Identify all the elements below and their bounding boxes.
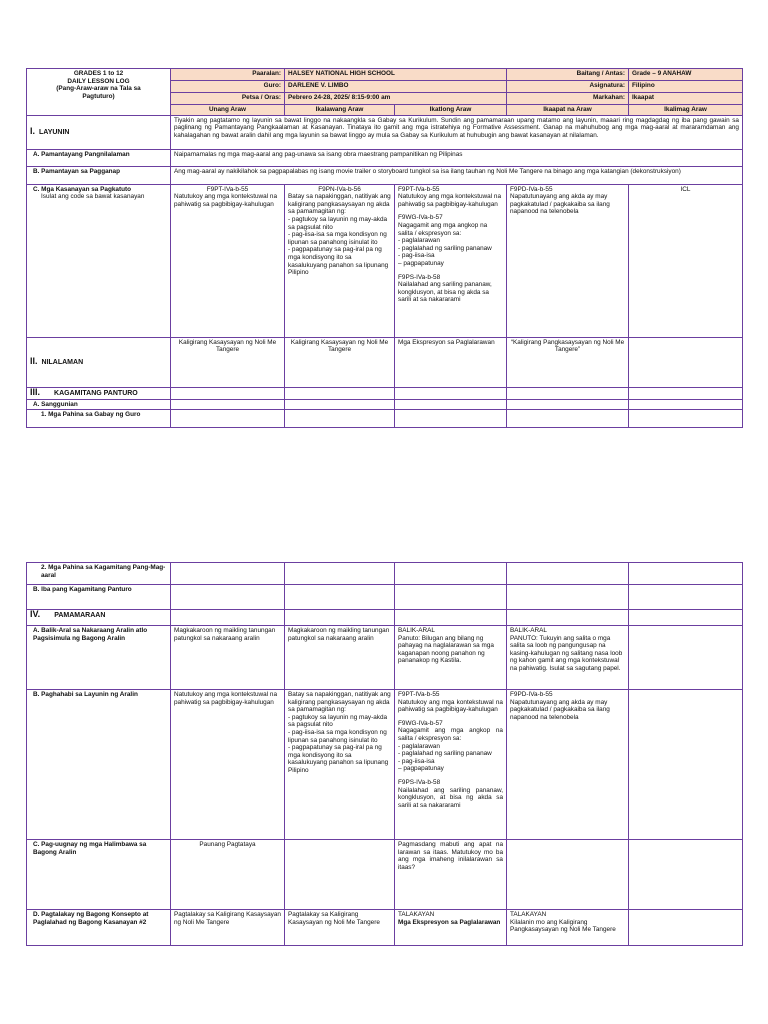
kasanayan-day4-code: F9PD-IVa-b-55 [510, 185, 553, 193]
balik-aral-day4-head: BALIK-ARAL [510, 627, 547, 634]
title-line-2: DAILY LESSON LOG [67, 77, 130, 85]
kasanayan-day3-code3: F9PS-IVa-b-58 [398, 273, 441, 281]
kasanayan-day5: ICL [629, 184, 743, 337]
paaralan-label: Paaralan: [171, 69, 285, 81]
asignatura-value: Filipino [629, 81, 743, 93]
nilalaman-day4: “Kaligirang Pangkasaysayan ng Noli Me Tangere” [507, 337, 629, 387]
nilalaman-day3: Mga Ekspresyon sa Paglalarawan [395, 337, 507, 387]
markahan-value: Ikaapat [629, 93, 743, 105]
balik-aral-day3-head: BALIK-ARAL [398, 627, 435, 634]
kasanayan-day3-text: Natutukoy ang mga kontekstuwal na pahiwatig sa pagbibigay-kahulugan [398, 193, 502, 208]
nilalaman-day1: Kaligirang Kasaysayan ng Noli Me Tangere [171, 337, 285, 387]
day-header-3: Ikatlong Araw [395, 105, 507, 116]
kasanayan-day2-text: Batay sa napakinggan, natitiyak ang kaligirang pangkasaysayan ng akda sa pamamagitan ng: - pagtukoy sa layunin ng may-akda sa pagsulat nito - pag-iisa-isa sa mga kondisyon ng lipunan sa panahong isinulat ito - pagpapatunay sa pag-iral pa ng mga kondisyong ito sa kasalukuyang panahon sa lipunang Pilipino [288, 193, 391, 277]
kasanayan-day3-text3: Nailalahad ang sariling pananaw, kongklusyon, at bisa ng akda sa sarili at sa nakararami [398, 281, 492, 304]
day-header-5: Ikalimag Araw [629, 105, 743, 116]
pangnilalaman-label: A. Pamantayang Pangnilalaman [27, 149, 171, 166]
paghahabi-day4 [507, 690, 629, 840]
balik-aral-day3-text: Panuto: Bilugan ang bilang ng pahayag na naglalarawan sa mga kaganapan noong panahon ng pananakop ng Kastila. [398, 634, 494, 665]
kagamitan-heading [27, 387, 171, 399]
petsa-label: Petsa / Oras: [171, 93, 285, 105]
paghahabi-day2: Batay sa napakinggan, natitiyak ang kaligirang pangkasaysayan ng akda sa pamamagitan ng: - pagtukoy sa layunin ng may-akda sa pagsulat nito - pag-iisa-isa sa mga kondisyon ng lipunan sa panahong isinulat ito - pagpapatunay sa pag-iral pa ng mga kondisyong ito sa kasalukuyang panahon sa lipunang Pilipino [285, 690, 395, 840]
paghahabi-day1: Natutukoy ang mga kontekstuwal na pahiwatig sa pagbibigay-kahulugan [171, 690, 285, 840]
kasanayan-day4 [507, 184, 629, 337]
petsa-value: Pebrero 24-28, 2025/ 8:15-9:00 am [285, 93, 507, 105]
baitang-label: Baitang / Antas: [507, 69, 629, 81]
kasanayan-day3-code2: F9WG-IVa-b-57 [398, 214, 443, 222]
paghahabi-day3-code3: F9PS-IVa-b-58 [398, 778, 441, 786]
paghahabi-label: B. Paghahabi sa Layunin ng Aralin [27, 690, 171, 840]
day-header-1: Unang Araw [171, 105, 285, 116]
pagtalakay-day1: Pagtalakay sa Kaligirang Kasaysayan ng Noli Me Tangere [171, 910, 285, 946]
pagtalakay-day2: Pagtalakay sa Kaligirang Kasaysayan ng Noli Me Tangere [285, 910, 395, 946]
guro-value: DARLENE V. LIMBO [285, 81, 507, 93]
pagganap-label: B. Pamantayan sa Pagganap [27, 166, 171, 184]
nilalaman-label: NILALAMAN [41, 358, 84, 366]
kasanayan-day3 [395, 184, 507, 337]
paghahabi-day4-text: Napatutunayang ang akda ay may pagkakatulad / pagkakaiba sa ilang napanood na telenobela [510, 698, 610, 721]
kasanayan-day3-text2: Nagagamit ang mga angkop na salita / ekspresyon sa: - paglalarawan - paglalahad ng sariling pananaw - pag-iisa-isa – pagpapatunay [398, 221, 492, 267]
nilalaman-day2: Kaligirang Kasaysayan ng Noli Me Tangere [285, 337, 395, 387]
gabay-label: 1. Mga Pahina sa Gabay ng Guro [27, 410, 171, 428]
paaralan-value: HALSEY NATIONAL HIGH SCHOOL [285, 69, 507, 81]
kagamitan-pahina-label: 2. Mga Pahina sa Kagamitang Pang-Mag-aaral [27, 563, 171, 585]
guro-label: Guro: [171, 81, 285, 93]
balik-aral-day4-text: PANUTO: Tukuyin ang salita o mga salita sa loob ng pangungusap na kasing-kahulugan ng salitang nasa loob ng kahon gamit ang mga kontekstuwal na pahiwatig. Isulat sa sagutang papel. [510, 634, 623, 672]
kasanayan-title: C. Mga Kasanayan sa Pagkatuto [33, 185, 132, 193]
pagtalakay-day3 [395, 910, 507, 946]
pag-uugnay-day3: Pagmasdang mabuti ang apat na larawan sa itaas. Matutukoy mo ba ang mga imaheng inilalarawan sa itaas? [395, 840, 507, 910]
nilalaman-day5 [629, 337, 743, 387]
day-header-4: Ikaapat na Araw [507, 105, 629, 116]
paghahabi-day3-text2: Nagagamit ang mga angkop na salita / ekspresyon sa: - paglalarawan - paglalahad ng sariling pananaw - pag-iisa-isa – pagpapatunay [398, 727, 503, 773]
nilalaman-heading [27, 337, 171, 387]
pagtalakay-day3-head: TALAKAYAN [398, 911, 435, 918]
layunin-heading [27, 115, 171, 149]
layunin-num: I. [30, 125, 36, 136]
kasanayan-day2 [285, 184, 395, 337]
balik-aral-label: A. Balik-Aral sa Nakaraang Aralin atlo Pagsisimula ng Bagong Aralin [27, 626, 171, 690]
pamamaraan-heading [27, 610, 171, 626]
kasanayan-day4-text: Napatutunayang ang akda ay may pagkakatulad / pagkakaiba sa ilang napanood na telenobela [510, 193, 610, 216]
nilalaman-num: II. [30, 355, 38, 366]
title-line-1: GRADES 1 to 12 [73, 70, 124, 77]
dll-table-bottom [26, 562, 743, 946]
markahan-label: Markahan: [507, 93, 629, 105]
dll-title [27, 69, 171, 116]
dll-table-top [26, 68, 743, 428]
balik-aral-day4 [507, 626, 629, 690]
title-line-4: Pagtuturo) [82, 92, 115, 100]
paghahabi-day3-code2: F9WG-IVa-b-57 [398, 719, 443, 727]
kasanayan-day2-code: F9PN-IVa-b-56 [318, 185, 361, 193]
kagamitan-num: III. [30, 387, 41, 397]
kasanayan-day1 [171, 184, 285, 337]
balik-aral-day1: Magkakaroon ng maikling tanungan patungkol sa nakaraang aralin [171, 626, 285, 690]
paghahabi-day3 [395, 690, 507, 840]
kasanayan-day3-code: F9PT-IVa-b-55 [398, 185, 440, 193]
paghahabi-day4-code: F9PD-IVa-b-55 [510, 691, 553, 698]
sanggunian-label: A. Sanggunian [27, 399, 171, 410]
pagtalakay-label: D. Pagtalakay ng Bagong Konsepto at Paglalahad ng Bagong Kasanayan #2 [27, 910, 171, 946]
kasanayan-sub: Isulat ang code sa bawat kasanayan [41, 193, 145, 201]
asignatura-label: Asignatura: [507, 81, 629, 93]
layunin-label: LAYUNIN [39, 128, 70, 136]
layunin-text: Tiyakin ang pagtatamo ng layunin sa bawat linggo na nakaangkla sa Gabay sa Kurikulum. Sundin ang pamamaraan upang matamo ang layunin, maaari ring magdagdag ng iba pang gawain sa paglinang ng Pamantayang Pangkaalaman at Kasanayan. Tinataya ito gamit ang mga istratehiya ng Formative Assessment. Ganap na mahuhubog ang mga mag-aaral at mararamdaman ang kahalagahan ng bawat aralin dahil ang mga layunin sa bawat linggo ay mula sa Gabay sa Kurikulum at huhubugin ang bawat kasanayan at nilalaman. [171, 115, 743, 149]
kasanayan-day1-text: Natutukoy ang mga kontekstuwal na pahiwatig sa pagbibigay-kahulugan [174, 193, 278, 208]
kasanayan-label [27, 184, 171, 337]
balik-aral-day2: Magkakaroon ng maikling tanungan patungkol sa nakaraang aralin [285, 626, 395, 690]
paghahabi-day3-text3: Nailalahad ang sariling pananaw, kongklusyon, at bisa ng akda sa sarili at sa nakararami [398, 786, 503, 809]
pangnilalaman-text: Naipamamalas ng mga mag-aaral ang pag-unawa sa isang obra maestrang pampanitikan ng Pilipinas [171, 149, 743, 166]
pagganap-text: Ang mag-aaral ay nakikilahok sa pagpapalabas ng isang movie trailer o storyboard tungkol sa isa ilang tauhan ng Noli Me Tangere na binago ang mga katangian (dekonstruksiyon) [171, 166, 743, 184]
kasanayan-day1-code: F9PT-IVa-b-55 [206, 185, 249, 193]
pag-uugnay-label: C. Pag-uugnay ng mga Halimbawa sa Bagong Aralin [27, 840, 171, 910]
pagtalakay-day4-head: TALAKAYAN [510, 911, 547, 918]
pamamaraan-num: IV. [30, 609, 41, 619]
iba-pang-kagamitan-label: B. Iba pang Kagamitang Panturo [27, 585, 171, 610]
pagtalakay-day4 [507, 910, 629, 946]
baitang-value: Grade – 9 ANAHAW [629, 69, 743, 81]
pag-uugnay-day1: Paunang Pagtataya [171, 840, 285, 910]
paghahabi-day3-code: F9PT-IVa-b-55 [398, 691, 440, 698]
kagamitan-label: KAGAMITANG PANTURO [54, 389, 138, 397]
title-line-3: (Pang-Araw-araw na Tala sa [56, 85, 141, 93]
paghahabi-day3-text: Natutukoy ang mga kontekstuwal na pahiwatig sa pagbibigay-kahulugan [398, 698, 503, 714]
pamamaraan-label: PAMAMARAAN [54, 612, 106, 619]
balik-aral-day3 [395, 626, 507, 690]
pagtalakay-day4-text: Kilalanin mo ang Kaligirang Pangkasaysayan ng Noli Me Tangere [510, 918, 616, 934]
pagtalakay-day3-text: Mga Ekspresyon sa Paglalarawan [398, 918, 501, 926]
day-header-2: Ikalawang Araw [285, 105, 395, 116]
